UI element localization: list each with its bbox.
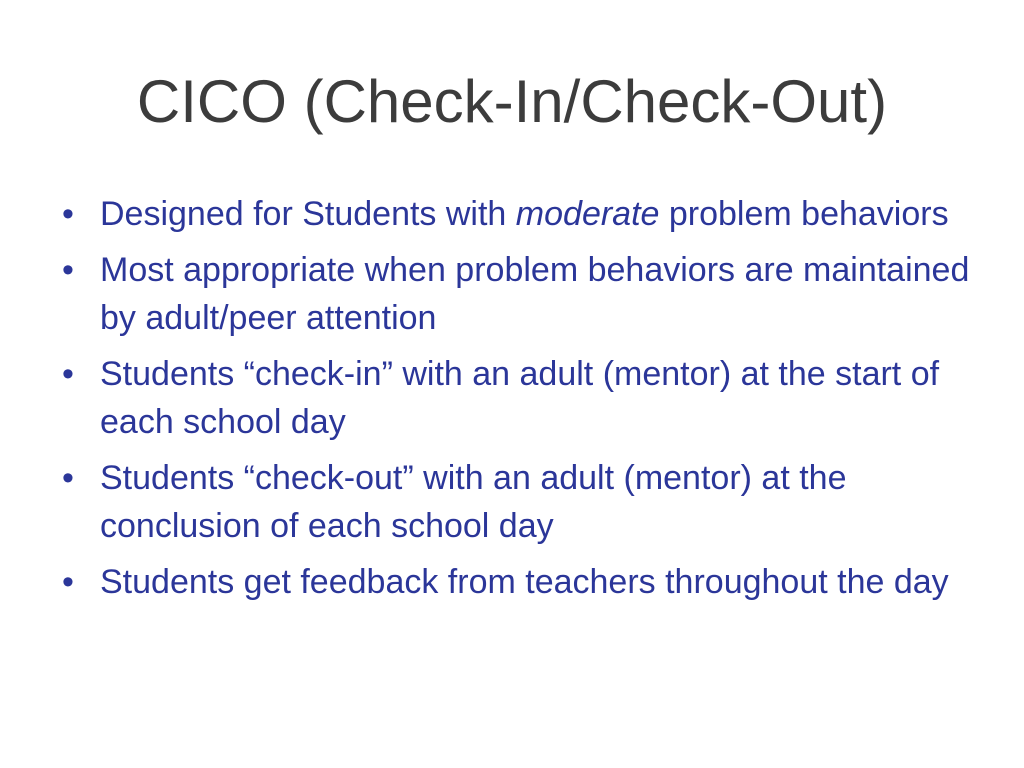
bullet-item-check-out (58, 454, 978, 550)
bullet-dot-icon: • (62, 195, 74, 233)
bullet-list (58, 190, 978, 614)
bullet-dot-icon: • (62, 459, 74, 497)
bullet-text: Most appropriate when problem behaviors are maintained by adult/peer attention (100, 251, 970, 337)
bullet-dot-icon: • (62, 563, 74, 601)
bullet-text-tail: problem behaviors (659, 195, 949, 233)
bullet-text-lead: Designed for Students with (100, 195, 516, 233)
bullet-dot-icon: • (62, 251, 74, 289)
slide-title: CICO (Check-In/Check-Out) (136, 68, 888, 135)
bullet-item-feedback (58, 558, 978, 606)
bullet-dot-icon: • (62, 355, 74, 393)
bullet-item-designed-for (58, 190, 978, 238)
bullet-text: Students “check-out” with an adult (mentor) at the conclusion of each school day (100, 459, 847, 545)
bullet-text-emphasis: moderate (515, 195, 660, 233)
bullet-text: Students get feedback from teachers throughout the day (100, 563, 949, 601)
bullet-text: Students “check-in” with an adult (mentor) at the start of each school day (100, 355, 940, 441)
bullet-item-check-in (58, 350, 978, 446)
bullet-item-most-appropriate (58, 246, 978, 342)
